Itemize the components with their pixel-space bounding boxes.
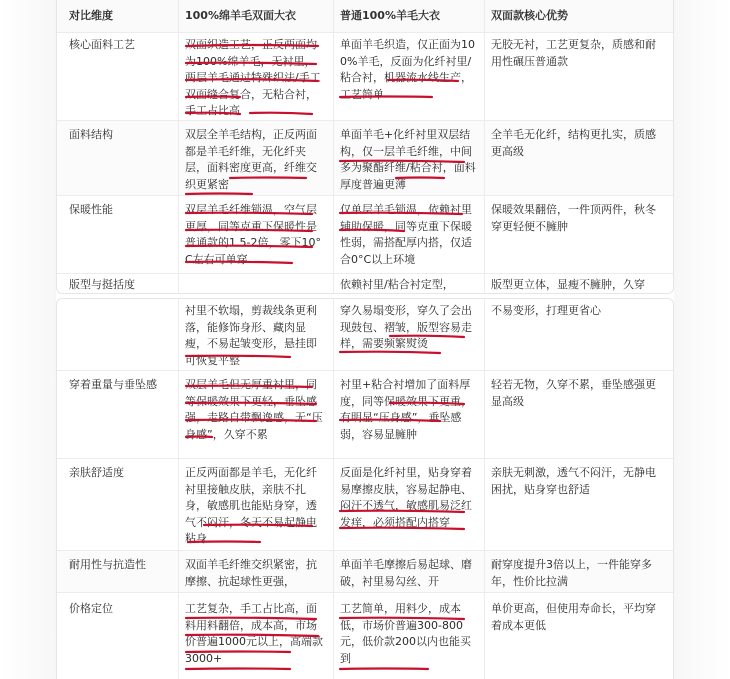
column-divider xyxy=(333,0,334,294)
header-dimension: 对比维度 xyxy=(69,9,113,22)
table-card-top xyxy=(56,0,674,294)
row-normal-text: 工艺简单，用料少，成本低，市场价普遍300-800元，低价款200以内也能买到 xyxy=(340,602,471,665)
table-row xyxy=(57,459,674,551)
row-double-text: 工艺复杂，手工占比高，面料用料翻倍，成本高，市场价普遍1000元以上，高端款3000+ xyxy=(185,602,323,665)
table-row xyxy=(57,196,674,274)
table-row xyxy=(57,121,674,196)
header-normal-coat: 普通100%羊毛大衣 xyxy=(340,9,440,22)
row-advantage-text: 轻若无物，久穿不累，垂坠感强更显高级 xyxy=(491,378,656,408)
left-margin xyxy=(0,0,56,679)
row-dimension: 穿着重量与垂坠感 xyxy=(69,378,157,391)
row-double-text: 衬里不软塌，剪裁线条更利落，能修饰身形、藏肉显瘦，不易起皱变形，悬挂即可恢复平整 xyxy=(185,304,317,367)
row-normal-text: 反面是化纤衬里，贴身穿着易摩擦皮肤，容易起静电、闷汗不透气，敏感肌易泛红发痒，必须搭配内搭穿 xyxy=(340,466,472,529)
row-advantage-text: 亲肤无刺激，透气不闷汗，无静电困扰，贴身穿也舒适 xyxy=(491,466,656,496)
row-normal-text: 仅单层羊毛锁温，依赖衬里辅助保暖，同等克重下保暖性弱，需搭配厚内搭，仅适合0°C以上环境 xyxy=(340,203,472,266)
comparison-sheet xyxy=(56,0,674,679)
right-margin xyxy=(674,0,730,679)
column-divider xyxy=(484,0,485,294)
row-double-text: 双面羊毛纤维交织紧密，抗摩擦、抗起球性更强， xyxy=(185,558,317,588)
row-normal-text: 单面羊毛织造，仅正面为100%羊毛，反面为化纤衬里/粘合衬，机器流水线生产，工艺简单 xyxy=(340,38,475,101)
row-normal-text: 衬里+粘合衬增加了面料厚度，同等保暖效果下更重，有明显“压身感”，垂坠感弱，容易显臃肿 xyxy=(340,378,472,441)
row-double-text: 双层羊毛但无厚重衬里，同等保暖效果下更轻，垂坠感强，走路自带飘逸感，无“压身感”，久穿不累 xyxy=(185,378,323,441)
row-advantage-text: 单价更高，但使用寿命长，平均穿着成本更低 xyxy=(491,602,656,632)
row-double-text: 双面织造工艺，正反两面均为100%绵羊毛，无衬里，两层羊毛通过特殊织法/手工双面缝合复合，无粘合衬，手工占比高 xyxy=(185,38,321,117)
row-dimension: 核心面料工艺 xyxy=(69,38,135,51)
header-double-coat: 100%绵羊毛双面大衣 xyxy=(185,9,296,22)
header-advantage: 双面款核心优势 xyxy=(491,9,568,22)
row-dimension: 耐用性与抗造性 xyxy=(69,558,146,571)
row-dimension: 版型与挺括度 xyxy=(69,278,135,291)
table-row xyxy=(57,33,674,121)
table-row xyxy=(57,371,674,459)
row-double-text: 双层羊毛纤维锁温，空气层更厚，同等克重下保暖性是普通款的1.5-2倍，零下10°C左右可单穿 xyxy=(185,203,321,266)
column-divider xyxy=(333,299,334,679)
row-dimension: 亲肤舒适度 xyxy=(69,466,124,479)
row-advantage-text: 耐穿度提升3倍以上，一件能穿多年，性价比拉满 xyxy=(491,558,652,588)
row-normal-text: 单面羊毛+化纤衬里双层结构，仅一层羊毛纤维，中间多为聚酯纤维/粘合衬，面料厚度普遍更薄 xyxy=(340,128,476,191)
row-normal-text: 单面羊毛摩擦后易起球、磨破，衬里易勾丝、开 xyxy=(340,558,472,588)
row-dimension: 面料结构 xyxy=(69,128,113,141)
column-divider xyxy=(178,299,179,679)
row-advantage-text: 全羊毛无化纤，结构更扎实，质感更高级 xyxy=(491,128,656,158)
row-advantage-text: 保暖效果翻倍，一件顶两件，秋冬穿更轻便不臃肿 xyxy=(491,203,656,233)
row-advantage-text: 无胶无衬，工艺更复杂，质感和耐用性碾压普通款 xyxy=(491,38,656,68)
table-row xyxy=(57,274,674,294)
row-dimension: 保暖性能 xyxy=(69,203,113,216)
table-row xyxy=(57,299,674,371)
row-double-text: 正反两面都是羊毛，无化纤衬里接触皮肤，亲肤不扎身，敏感肌也能贴身穿，透气不闷汗，冬天不易起静电粘身 xyxy=(185,466,317,545)
table-header-row xyxy=(57,0,674,33)
row-normal-text: 穿久易塌变形，穿久了会出现鼓包、褶皱，版型容易走样，需要频繁熨烫 xyxy=(340,304,472,350)
row-double-text: 双层全羊毛结构，正反两面都是羊毛纤维，无化纤夹层，面料密度更高，纤维交织更紧密 xyxy=(185,128,317,191)
table-row xyxy=(57,551,674,593)
table-card-bottom xyxy=(56,298,674,679)
row-advantage-text: 不易变形，打理更省心 xyxy=(491,304,601,317)
row-advantage-text: 版型更立体，显瘦不臃肿，久穿 xyxy=(491,278,645,291)
column-divider xyxy=(178,0,179,294)
row-normal-text: 依赖衬里/粘合衬定型， xyxy=(340,278,454,291)
row-dimension: 价格定位 xyxy=(69,602,113,615)
column-divider xyxy=(484,299,485,679)
table-row xyxy=(57,593,674,679)
